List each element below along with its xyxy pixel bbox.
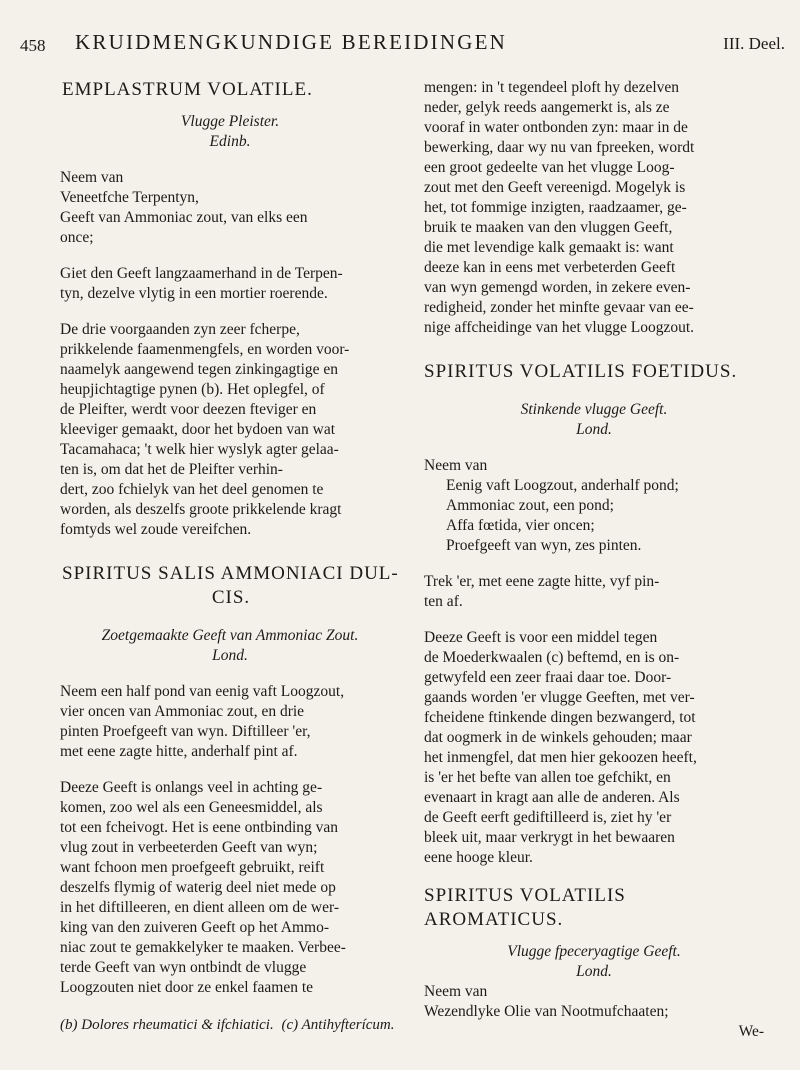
- text-line: met eene zagte hitte, anderhalf pint af.: [60, 743, 298, 760]
- text-line: een groot gedeelte van het vlugge Loog-: [424, 159, 675, 176]
- text-line: terde Geeft van wyn ontbindt de vlugge: [60, 959, 307, 976]
- text-line: worden, als deszelfs groote prikkelende kragt: [60, 501, 342, 518]
- recipe-emplastrum: [60, 168, 400, 248]
- left-column: [60, 78, 400, 998]
- section-source: Lond.: [212, 647, 248, 664]
- section-subtitle: Vlugge Pleister.: [180, 113, 280, 130]
- text-line: van wyn gemengd worden, in zekere even-: [424, 279, 691, 296]
- text-line: de Pleifter, werdt voor deezen fteviger en: [60, 401, 317, 418]
- text-line: naamelyk aangewend tegen zinkingagtige en: [60, 361, 339, 378]
- text-line: tyn, dezelve vlytig in een mortier roerende.: [60, 285, 328, 302]
- recipe-line: once;: [60, 229, 94, 246]
- footnote-b: (b) Dolores rheumatici & ifchiatici.: [60, 1017, 274, 1033]
- text-line: vier oncen van Ammoniac zout, en drie: [60, 703, 305, 720]
- paragraph-commentary: [60, 320, 400, 540]
- catchword: We-: [738, 1023, 764, 1040]
- paragraph-continuation: [424, 78, 764, 338]
- text-line: want fchoon men proefgeeft gebruikt, reift: [60, 859, 325, 876]
- text-line: in het diftilleeren, en dient alleen om de wer-: [60, 899, 340, 916]
- section-source: Lond.: [576, 421, 612, 438]
- text-line: Deeze Geeft is onlangs veel in achting ge-: [60, 779, 323, 796]
- section-title-aromaticus: SPIRITUS VOLATILIS AROMATICUS.: [424, 885, 626, 930]
- recipe-line: Eenig vaft Loogzout, anderhalf pond;: [446, 477, 679, 494]
- recipe-line: Neem van: [424, 983, 488, 1000]
- text-line: prikkelende faamenmengfels, en worden voor-: [60, 341, 350, 358]
- text-line: mengen: in 't tegendeel ploft hy dezelven: [424, 79, 680, 96]
- recipe-line: Neem van: [424, 457, 488, 474]
- section-subtitle: Vlugge fpeceryagtige Geeft.: [507, 943, 681, 960]
- text-line: king van den zuiveren Geeft op het Ammo-: [60, 919, 330, 936]
- recipe-line: Wezendlyke Olie van Nootmufchaaten;: [424, 1003, 669, 1020]
- section-subtitle: Zoetgemaakte Geeft van Ammoniac Zout.: [101, 627, 359, 644]
- text-line: is 'er het befte van allen toe gefchikt, en: [424, 769, 671, 786]
- text-line: Tacamahaca; 't welk hier wyslyk agter gelaa-: [60, 441, 339, 458]
- section-title-spiritus-salis: SPIRITUS SALIS AMMONIACI DUL-: [62, 563, 399, 584]
- text-line: zout met den Geeft vereenigd. Mogelyk is: [424, 179, 686, 196]
- text-line: ten af.: [424, 593, 463, 610]
- text-line: ten is, om dat het de Pleifter verhin-: [60, 461, 283, 478]
- section-source: Edinb.: [209, 133, 251, 150]
- text-line: die met levendige kalk gemaakt is: want: [424, 239, 674, 256]
- footnotes: [60, 1017, 760, 1034]
- running-title: KRUIDMENGKUNDIGE BEREIDINGEN: [75, 30, 507, 54]
- text-line: bleek uit, maar verkrygt in het bewaaren: [424, 829, 675, 846]
- paragraph-commentary: [424, 628, 764, 868]
- right-column: [424, 78, 764, 1042]
- text-line: Loogzouten niet door ze enkel faamen te: [60, 979, 314, 996]
- paragraph-recipe: [60, 682, 400, 762]
- section-subtitle: Stinkende vlugge Geeft.: [520, 401, 668, 418]
- text-line: het, tot fommige inzigten, raadzaamer, ge-: [424, 199, 687, 216]
- page-header: [20, 30, 785, 64]
- paragraph-instruction: [60, 264, 400, 304]
- text-line: de Geeft eerft gediftilleerd is, ziet hy 'er: [424, 809, 672, 826]
- text-line: gaands worden 'er vlugge Geeften, met ver-: [424, 689, 695, 706]
- section-source: Lond.: [576, 963, 612, 980]
- text-line: heupjichtagtige pynen (b). Het oplegfel, of: [60, 381, 325, 398]
- paragraph-commentary: [60, 778, 400, 998]
- text-line: de Moederkwaalen (c) beftemd, en is on-: [424, 649, 680, 666]
- text-line: niac zout te gemakkelyker te maaken. Verbee-: [60, 939, 346, 956]
- text-line: Deeze Geeft is voor een middel tegen: [424, 629, 658, 646]
- text-line: tot een fcheivogt. Het is eene ontbinding van: [60, 819, 339, 836]
- text-line: Giet den Geeft langzaamerhand in de Terpen-: [60, 265, 343, 282]
- text-line: bewerking, daar wy nu van fpreeken, wordt: [424, 139, 695, 156]
- text-line: Trek 'er, met eene zagte hitte, vyf pin-: [424, 573, 660, 590]
- text-line: dat oogmerk in de winkels gehouden; maar: [424, 729, 692, 746]
- text-line: getwyfeld een zeer fraai daar toe. Door-: [424, 669, 672, 686]
- section-title-emplastrum: EMPLASTRUM VOLATILE.: [62, 79, 313, 100]
- text-line: fcheidene ftinkende dingen bezwangerd, tot: [424, 709, 696, 726]
- text-line: De drie voorgaanden zyn zeer fcherpe,: [60, 321, 300, 338]
- text-line: nige affcheidinge van het vlugge Loogzout.: [424, 319, 695, 336]
- text-line: bruik te maaken van den vluggen Geeft,: [424, 219, 673, 236]
- recipe-line: Proefgeeft van wyn, zes pinten.: [446, 537, 642, 554]
- section-title-foetidus: SPIRITUS VOLATILIS FOETIDUS.: [424, 361, 738, 382]
- text-line: vlug zout in verbeeterden Geeft van wyn;: [60, 839, 318, 856]
- text-line: kleeviger gemaakt, door het bydoen van wat: [60, 421, 336, 438]
- recipe-line: Geeft van Ammoniac zout, van elks een: [60, 209, 308, 226]
- text-line: vooraf in water ontbonden zyn: maar in de: [424, 119, 688, 136]
- text-line: het inmengfel, dat men hier gekoozen heeft,: [424, 749, 697, 766]
- paragraph-instruction: [424, 572, 764, 612]
- footnote-c: (c) Antihyfterícum.: [281, 1017, 395, 1033]
- text-line: neder, gelyk reeds aangemerkt is, als ze: [424, 99, 670, 116]
- text-line: pinten Proefgeeft van wyn. Diftilleer 'er,: [60, 723, 311, 740]
- part-label: III. Deel.: [723, 34, 785, 53]
- text-line: dert, zoo fchielyk van het deel genomen te: [60, 481, 324, 498]
- text-line: redigheid, zonder het minfte gevaar van ee-: [424, 299, 694, 316]
- page-number: 458: [20, 36, 46, 55]
- recipe-line: Neem van: [60, 169, 124, 186]
- text-line: evenaart in kragt aan alle de anderen. Als: [424, 789, 680, 806]
- recipe-line: Affa fœtida, vier oncen;: [446, 517, 595, 534]
- text-line: Neem een half pond van eenig vaft Loogzout,: [60, 683, 345, 700]
- text-line: fomtyds wel zoude vereifchen.: [60, 521, 252, 538]
- text-line: komen, zoo wel als een Geneesmiddel, als: [60, 799, 323, 816]
- text-line: eene hooge kleur.: [424, 849, 533, 866]
- section-title-continuation: CIS.: [211, 587, 251, 608]
- text-line: deeze kan in eens met verbeterden Geeft: [424, 259, 676, 276]
- recipe-foetidus: [424, 456, 764, 556]
- recipe-line: Veneetfche Terpentyn,: [60, 189, 199, 206]
- text-line: deszelfs flymig of waterig deel niet mede op: [60, 879, 336, 896]
- recipe-line: Ammoniac zout, een pond;: [446, 497, 614, 514]
